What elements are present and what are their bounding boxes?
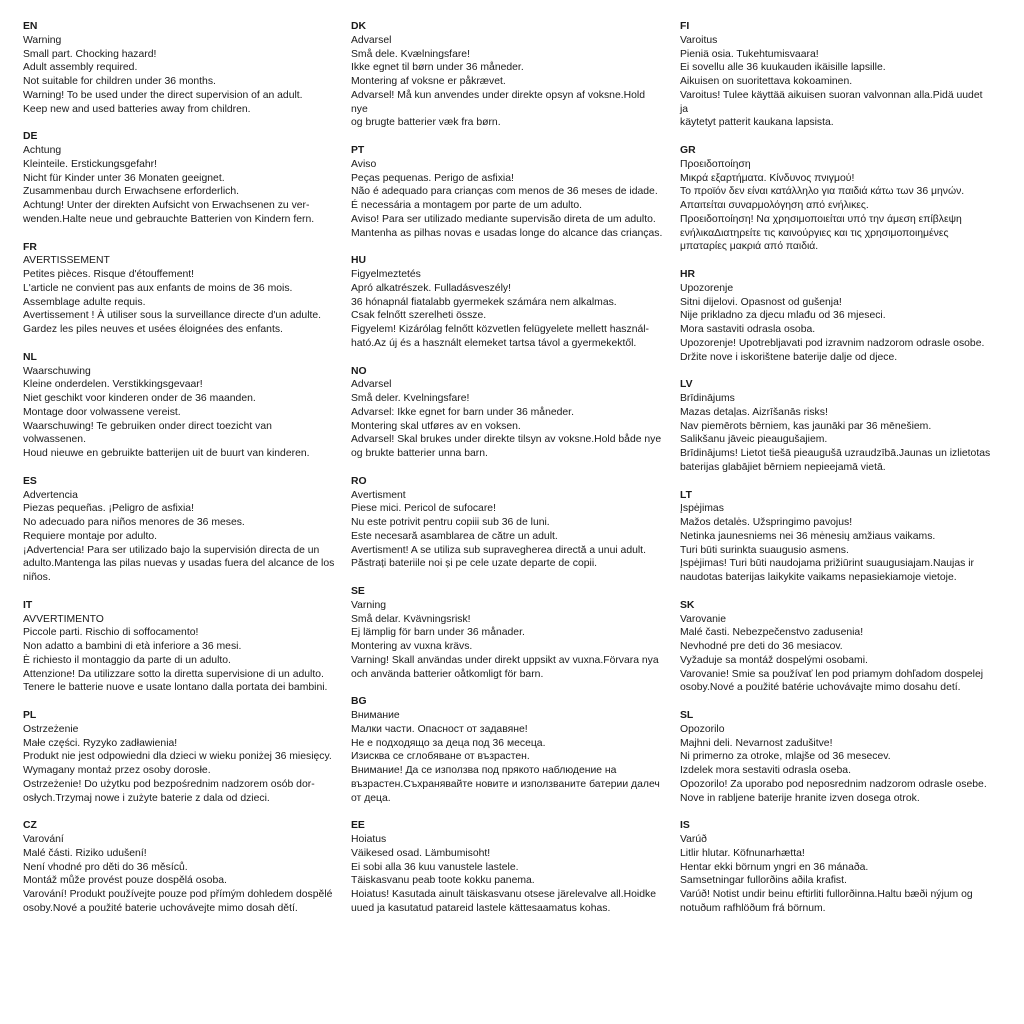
language-code: PT bbox=[351, 145, 365, 156]
warning-line: Nove in rabljene baterije hranite izven dosega otrok. bbox=[680, 792, 920, 804]
warning-line: Изисква се сглобяване от възрастен. bbox=[351, 751, 530, 763]
warning-line: ¡Advertencia! Para ser utilizado bajo la supervisión directa de un bbox=[23, 544, 320, 556]
warning-block-ee bbox=[351, 819, 663, 915]
warning-line: Montering av vuxna krävs. bbox=[351, 641, 473, 652]
warning-block-bg bbox=[351, 695, 663, 805]
warning-block-en bbox=[23, 20, 335, 116]
warning-line: Ikke egnet til børn under 36 måneder. bbox=[351, 62, 524, 74]
warning-line: Įspėjimas! Turi būti naudojama prižiūrint suaugusiajam.Naujas ir bbox=[680, 558, 974, 570]
warning-line: Nu este potrivit pentru copiii sub 36 de luni. bbox=[351, 517, 550, 528]
warning-line: Hoiatus! Kasutada ainult täiskasvanu otsese järelevalve all.Hoidke bbox=[351, 889, 656, 900]
warning-line: Figyelem! Kizárólag felnőtt közvetlen felügyelete mellett használ- bbox=[351, 324, 650, 335]
warnings-column-2 bbox=[351, 20, 663, 930]
language-code: IS bbox=[680, 820, 690, 832]
warning-line: Montage door volwassene vereist. bbox=[23, 406, 181, 418]
warning-block-nl bbox=[23, 351, 335, 461]
warning-heading: Upozorenje bbox=[680, 282, 734, 294]
warning-line: osoby.Nové a použité baterie uchovávejte mimo dosah dětí. bbox=[23, 902, 298, 914]
language-code: RO bbox=[351, 475, 367, 487]
warning-line: osłych.Trzymaj nowe i zużyte baterie z dala od dzieci. bbox=[23, 792, 270, 804]
language-code: DK bbox=[351, 21, 367, 32]
warning-line: och använda batterier oåtkomligt för barn. bbox=[351, 668, 544, 680]
warning-line: È richiesto il montaggio da parte di un adulto. bbox=[23, 654, 231, 666]
warning-block-sl bbox=[680, 709, 992, 805]
warning-heading: Advarsel bbox=[351, 379, 392, 391]
warning-line: Zusammenbau durch Erwachsene erforderlich. bbox=[23, 186, 239, 198]
warning-heading: Προειδοποίηση bbox=[680, 158, 751, 170]
warning-line: Nije prikladno za djecu mlađu od 36 mjeseci. bbox=[680, 310, 886, 322]
warning-line: Hentar ekki börnum yngri en 36 mánaða. bbox=[680, 861, 869, 873]
warning-line: Kleine onderdelen. Verstikkingsgevaar! bbox=[23, 379, 203, 391]
language-code: NO bbox=[351, 365, 367, 377]
warning-line: L'article ne convient pas aux enfants de moins de 36 mois. bbox=[23, 282, 293, 294]
warning-line: Salikšanu jāveic pieaugušajiem. bbox=[680, 434, 828, 446]
language-code: IT bbox=[23, 599, 33, 611]
warning-line: Nicht für Kinder unter 36 Monaten geeignet. bbox=[23, 172, 225, 184]
warning-line: naudotas baterijas laikykite vaikams nepasiekiamoje vietoje. bbox=[680, 572, 957, 583]
warning-block-cz bbox=[23, 819, 335, 915]
warning-line: Assemblage adulte requis. bbox=[23, 296, 146, 308]
language-code: SL bbox=[680, 710, 694, 721]
warning-line: Små deler. Kvelningsfare! bbox=[351, 393, 470, 404]
warning-line: Držite nove i iskorištene baterije dalje od djece. bbox=[680, 351, 898, 363]
warning-line: Kleinteile. Erstickungsgefahr! bbox=[23, 158, 157, 170]
warning-block-no bbox=[351, 365, 663, 461]
warning-block-de bbox=[23, 130, 335, 226]
warning-heading: Ostrzeżenie bbox=[23, 723, 79, 735]
warning-line: niños. bbox=[23, 572, 51, 583]
warning-block-fr bbox=[23, 241, 335, 337]
warning-line: Attenzione! Da utilizzare sotto la diretta supervisione di un adulto. bbox=[23, 668, 324, 680]
warning-line: Montering skal utføres av en voksen. bbox=[351, 420, 521, 432]
language-code: DE bbox=[23, 131, 38, 143]
warning-line: от деца. bbox=[351, 792, 391, 804]
warning-line: Mantenha as pilhas novas e usadas longe do alcance das crianças. bbox=[351, 227, 663, 239]
warning-line: Aikuisen on suoritettava kokoaminen. bbox=[680, 76, 853, 87]
language-code: BG bbox=[351, 696, 367, 708]
warning-line: Täiskasvanu peab toote kokku panema. bbox=[351, 875, 535, 887]
warning-block-pt bbox=[351, 144, 663, 240]
warning-line: ható.Az új és a használt elemeket tartsa távol a gyermekektől. bbox=[351, 337, 637, 349]
warning-heading: Hoiatus bbox=[351, 834, 387, 845]
warnings-column-1 bbox=[23, 20, 335, 930]
warning-line: Advarsel! Må kun anvendes under direkte opsyn af voksne.Hold nye bbox=[351, 89, 648, 115]
warning-block-fi bbox=[680, 20, 992, 130]
language-code: NL bbox=[23, 351, 37, 363]
warning-line: Не е подходящо за деца под 36 месеца. bbox=[351, 737, 546, 749]
warnings-sheet bbox=[0, 20, 1024, 1020]
warning-heading: Varúð bbox=[680, 834, 707, 845]
warning-line: Não é adequado para crianças com menos de 36 meses de idade. bbox=[351, 186, 658, 198]
warning-line: Samsetningar fullorðins aðila krafist. bbox=[680, 875, 847, 887]
warning-block-se bbox=[351, 585, 663, 681]
warning-block-hu bbox=[351, 254, 663, 350]
warning-line: Netinka jaunesniems nei 36 mėnesių amžiaus vaikams. bbox=[680, 530, 936, 542]
warning-heading: Brīdinājums bbox=[680, 393, 735, 404]
warning-line: Non adatto a bambini di età inferiore a 36 mesi. bbox=[23, 641, 242, 652]
warning-line: Piese mici. Pericol de sufocare! bbox=[351, 503, 496, 515]
warning-line: Este necesară asamblarea de către un adult. bbox=[351, 530, 558, 542]
warning-line: ενήλικαΔιατηρείτε τις καινούργιες και τις χρησιμοποιημένες bbox=[680, 227, 949, 239]
warning-heading: AVERTISSEMENT bbox=[23, 255, 110, 267]
warning-line: Avertissement ! À utiliser sous la surveillance directe d'un adulte. bbox=[23, 310, 322, 322]
warning-line: Ni primerno za otroke, mlajše od 36 mesecev. bbox=[680, 751, 891, 763]
warning-line: Το προϊόν δεν είναι κατάλληλο για παιδιά κάτω των 36 μηνών. bbox=[680, 186, 965, 198]
warning-line: Små dele. Kvælningsfare! bbox=[351, 48, 470, 60]
language-code: HR bbox=[680, 269, 696, 280]
warning-line: Väikesed osad. Lämbumisoht! bbox=[351, 847, 491, 859]
warning-line: Păstrați bateriile noi și pe cele uzate departe de copii. bbox=[351, 558, 598, 570]
language-code: HU bbox=[351, 255, 367, 267]
warning-block-ro bbox=[351, 475, 663, 571]
warning-heading: Varování bbox=[23, 834, 64, 845]
warning-heading: Varoitus bbox=[680, 34, 718, 46]
warning-line: Piccole parti. Rischio di soffocamento! bbox=[23, 627, 199, 639]
warning-line: adulto.Mantenga las pilas nuevas y usadas fuera del alcance de los bbox=[23, 558, 335, 570]
warning-line: Απαιτείται συναρμολόγηση από ενήλικες. bbox=[680, 200, 869, 211]
warning-line: 36 hónapnál fiatalabb gyermekek számára nem alkalmas. bbox=[351, 296, 617, 308]
warning-heading: Varovanie bbox=[680, 613, 727, 625]
warning-line: Nevhodné pre deti do 36 mesiacov. bbox=[680, 641, 843, 652]
warning-line: Varovanie! Smie sa používať len pod priamym dohľadom dospelej bbox=[680, 668, 984, 680]
warning-heading: Avertisment bbox=[351, 489, 406, 501]
language-code: PL bbox=[23, 710, 37, 721]
warning-line: Achtung! Unter der direkten Aufsicht von Erwachsenen zu ver- bbox=[23, 200, 310, 211]
warning-line: Wymagany montaż przez osoby dorosłe. bbox=[23, 765, 211, 776]
warning-line: Majhni deli. Nevarnost zadušitve! bbox=[680, 737, 833, 749]
warning-line: Sitni dijelovi. Opasnost od gušenja! bbox=[680, 296, 842, 308]
warning-line: Varoitus! Tulee käyttää aikuisen suoran valvonnan alla.Pidä uudet ja bbox=[680, 89, 986, 115]
warning-block-hr bbox=[680, 268, 992, 364]
warning-line: Petites pièces. Risque d'étouffement! bbox=[23, 269, 195, 280]
warning-line: Brīdinājums! Lietot tiešā pieaugušā uzraudzībā.Jaunas un izlietotas bbox=[680, 448, 991, 459]
warning-line: Vyžaduje sa montáž dospelými osobami. bbox=[680, 654, 868, 666]
warning-heading: Įspėjimas bbox=[680, 503, 724, 515]
warning-heading: Varning bbox=[351, 599, 387, 611]
language-code: ES bbox=[23, 475, 37, 487]
warning-block-sk bbox=[680, 599, 992, 695]
warning-line: Houd nieuwe en gebruikte batterijen uit de buurt van kinderen. bbox=[23, 448, 310, 459]
warning-block-gr bbox=[680, 144, 992, 254]
warning-line: Montering af voksne er påkrævet. bbox=[351, 76, 506, 87]
warning-line: Aviso! Para ser utilizado mediante supervisão direta de um adulto. bbox=[351, 213, 656, 225]
warning-line: Внимание! Да се използва под прякото наблюдение на bbox=[351, 765, 617, 776]
warning-block-pl bbox=[23, 709, 335, 805]
warning-line: Small part. Chocking hazard! bbox=[23, 48, 157, 60]
warning-line: Warning! To be used under the direct supervision of an adult. bbox=[23, 89, 303, 101]
warning-line: Ej lämplig för barn under 36 månader. bbox=[351, 627, 525, 639]
warning-line: Nav piemērots bērniem, kas jaunāki par 36 mēnešiem. bbox=[680, 420, 932, 432]
warning-line: Avertisment! A se utiliza sub supravegherea directă a unui adult. bbox=[351, 544, 646, 556]
warning-line: Litlir hlutar. Köfnunarhætta! bbox=[680, 847, 805, 859]
warning-line: Apró alkatrészek. Fulladásveszély! bbox=[351, 282, 511, 294]
warning-line: Advarsel: Ikke egnet for barn under 36 måneder. bbox=[351, 406, 574, 418]
warning-line: Montáž může provést pouze dospělá osoba. bbox=[23, 875, 227, 887]
warning-line: μπαταρίες μακριά από παιδιά. bbox=[680, 241, 819, 253]
warning-line: Μικρά εξαρτήματα. Κίνδυνος πνιγμού! bbox=[680, 172, 855, 184]
warning-line: Ostrzeżenie! Do użytku pod bezpośrednim nadzorem osób dor- bbox=[23, 778, 315, 790]
language-code: LT bbox=[680, 489, 692, 501]
warning-block-is bbox=[680, 819, 992, 915]
warning-line: Małe części. Ryzyko zadławienia! bbox=[23, 737, 178, 749]
warning-line: Csak felnőtt szerelheti össze. bbox=[351, 310, 487, 322]
warning-line: Ei sovellu alle 36 kuukauden ikäisille lapsille. bbox=[680, 62, 886, 74]
warning-line: Produkt nie jest odpowiedni dla dzieci w wieku poniżej 36 miesięcy. bbox=[23, 751, 332, 763]
warning-heading: Figyelmeztetés bbox=[351, 269, 421, 280]
warning-line: Izdelek mora sestaviti odrasla oseba. bbox=[680, 765, 851, 776]
warning-line: Varování! Produkt používejte pouze pod přímým dohledem dospělé bbox=[23, 889, 333, 900]
warning-heading: Aviso bbox=[351, 158, 377, 170]
warning-line: käytetyt patterit kaukana lapsista. bbox=[680, 117, 834, 129]
warning-line: Mazas detaļas. Aizrīšanās risks! bbox=[680, 406, 828, 418]
language-code: FI bbox=[680, 21, 690, 32]
warning-line: og brugte batterier væk fra børn. bbox=[351, 117, 501, 129]
warning-line: Niet geschikt voor kinderen onder de 36 maanden. bbox=[23, 393, 256, 404]
warning-line: Προειδοποίηση! Να χρησιμοποιείται υπό την άμεση επίβλεψη bbox=[680, 213, 962, 225]
warning-line: Není vhodné pro děti do 36 měsíců. bbox=[23, 861, 188, 873]
warning-block-dk bbox=[351, 20, 663, 130]
warning-block-es bbox=[23, 475, 335, 585]
warning-heading: Waarschuwing bbox=[23, 365, 91, 377]
warning-line: Ei sobi alla 36 kuu vanustele lastele. bbox=[351, 861, 519, 873]
warning-block-lv bbox=[680, 378, 992, 474]
warning-line: Upozorenje! Upotrebljavati pod izravnim nadzorom odrasle osobe. bbox=[680, 337, 985, 349]
warning-line: Pieniä osia. Tukehtumisvaara! bbox=[680, 48, 819, 60]
warning-line: Malé časti. Nebezpečenstvo zadusenia! bbox=[680, 627, 864, 639]
warning-block-lt bbox=[680, 489, 992, 585]
warning-line: uued ja kasutatud patareid lastele kättesaamatus kohas. bbox=[351, 902, 611, 914]
language-code: FR bbox=[23, 241, 37, 253]
warning-heading: Warning bbox=[23, 34, 62, 46]
warning-line: Opozorilo! Za uporabo pod neposrednim nadzorom odrasle osebe. bbox=[680, 778, 987, 790]
warning-line: Mažos detalės. Užspringimo pavojus! bbox=[680, 517, 853, 528]
warning-line: baterijas glabājiet bērniem nepieejamā vietā. bbox=[680, 461, 886, 473]
warning-line: Not suitable for children under 36 months. bbox=[23, 76, 216, 87]
warning-line: Tenere le batterie nuove e usate lontano dalla portata dei bambini. bbox=[23, 682, 328, 694]
warning-line: Waarschuwing! Te gebruiken onder direct toezicht van volwassenen. bbox=[23, 420, 275, 446]
warning-line: É necessária a montagem por parte de um adulto. bbox=[351, 200, 583, 211]
warning-line: Piezas pequeñas. ¡Peligro de asfixia! bbox=[23, 503, 194, 515]
warning-line: osoby.Nové a použité batérie uchovávajte mimo dosahu detí. bbox=[680, 682, 961, 694]
warnings-column-3 bbox=[680, 20, 992, 930]
warning-line: Turi būti surinkta suaugusio asmens. bbox=[680, 544, 849, 556]
warning-heading: Opozorilo bbox=[680, 723, 725, 735]
warning-line: og brukte batterier unna barn. bbox=[351, 448, 488, 459]
warning-line: Små delar. Kvävningsrisk! bbox=[351, 613, 471, 625]
warning-heading: Achtung bbox=[23, 145, 62, 156]
warning-heading: AVVERTIMENTO bbox=[23, 613, 104, 625]
warning-line: Mora sastaviti odrasla osoba. bbox=[680, 324, 816, 335]
warning-line: No adecuado para niños menores de 36 meses. bbox=[23, 517, 245, 528]
warning-block-it bbox=[23, 599, 335, 695]
warning-line: Varning! Skall användas under direkt uppsikt av vuxna.Förvara nya bbox=[351, 654, 659, 666]
warning-line: Малки части. Опасност от задавяне! bbox=[351, 723, 528, 735]
warning-line: Requiere montaje por adulto. bbox=[23, 530, 158, 542]
warning-line: възрастен.Съхранявайте новите и използваните батерии далеч bbox=[351, 778, 660, 790]
warning-line: Adult assembly required. bbox=[23, 62, 138, 74]
warning-heading: Advarsel bbox=[351, 34, 392, 46]
warning-line: notuðum rafhlöðum frá börnum. bbox=[680, 902, 826, 914]
language-code: SE bbox=[351, 586, 365, 597]
warning-line: Varúð! Notist undir beinu eftirliti fullorðinna.Haltu bæði nýjum og bbox=[680, 889, 973, 900]
language-code: GR bbox=[680, 145, 696, 156]
language-code: SK bbox=[680, 599, 695, 611]
warning-heading: Advertencia bbox=[23, 489, 78, 501]
warning-heading: Внимание bbox=[351, 710, 400, 721]
warning-line: wenden.Halte neue und gebrauchte Batterien von Kindern fern. bbox=[23, 213, 315, 225]
language-code: CZ bbox=[23, 820, 37, 832]
warning-line: Gardez les piles neuves et usées éloignées des enfants. bbox=[23, 324, 283, 335]
warning-line: Malé části. Riziko udušení! bbox=[23, 847, 147, 859]
language-code: EE bbox=[351, 820, 365, 832]
warning-line: Advarsel! Skal brukes under direkte tilsyn av voksne.Hold både nye bbox=[351, 434, 662, 446]
warning-line: Peças pequenas. Perigo de asfixia! bbox=[351, 172, 514, 184]
warning-line: Keep new and used batteries away from children. bbox=[23, 103, 251, 115]
language-code: LV bbox=[680, 379, 693, 391]
language-code: EN bbox=[23, 21, 38, 32]
